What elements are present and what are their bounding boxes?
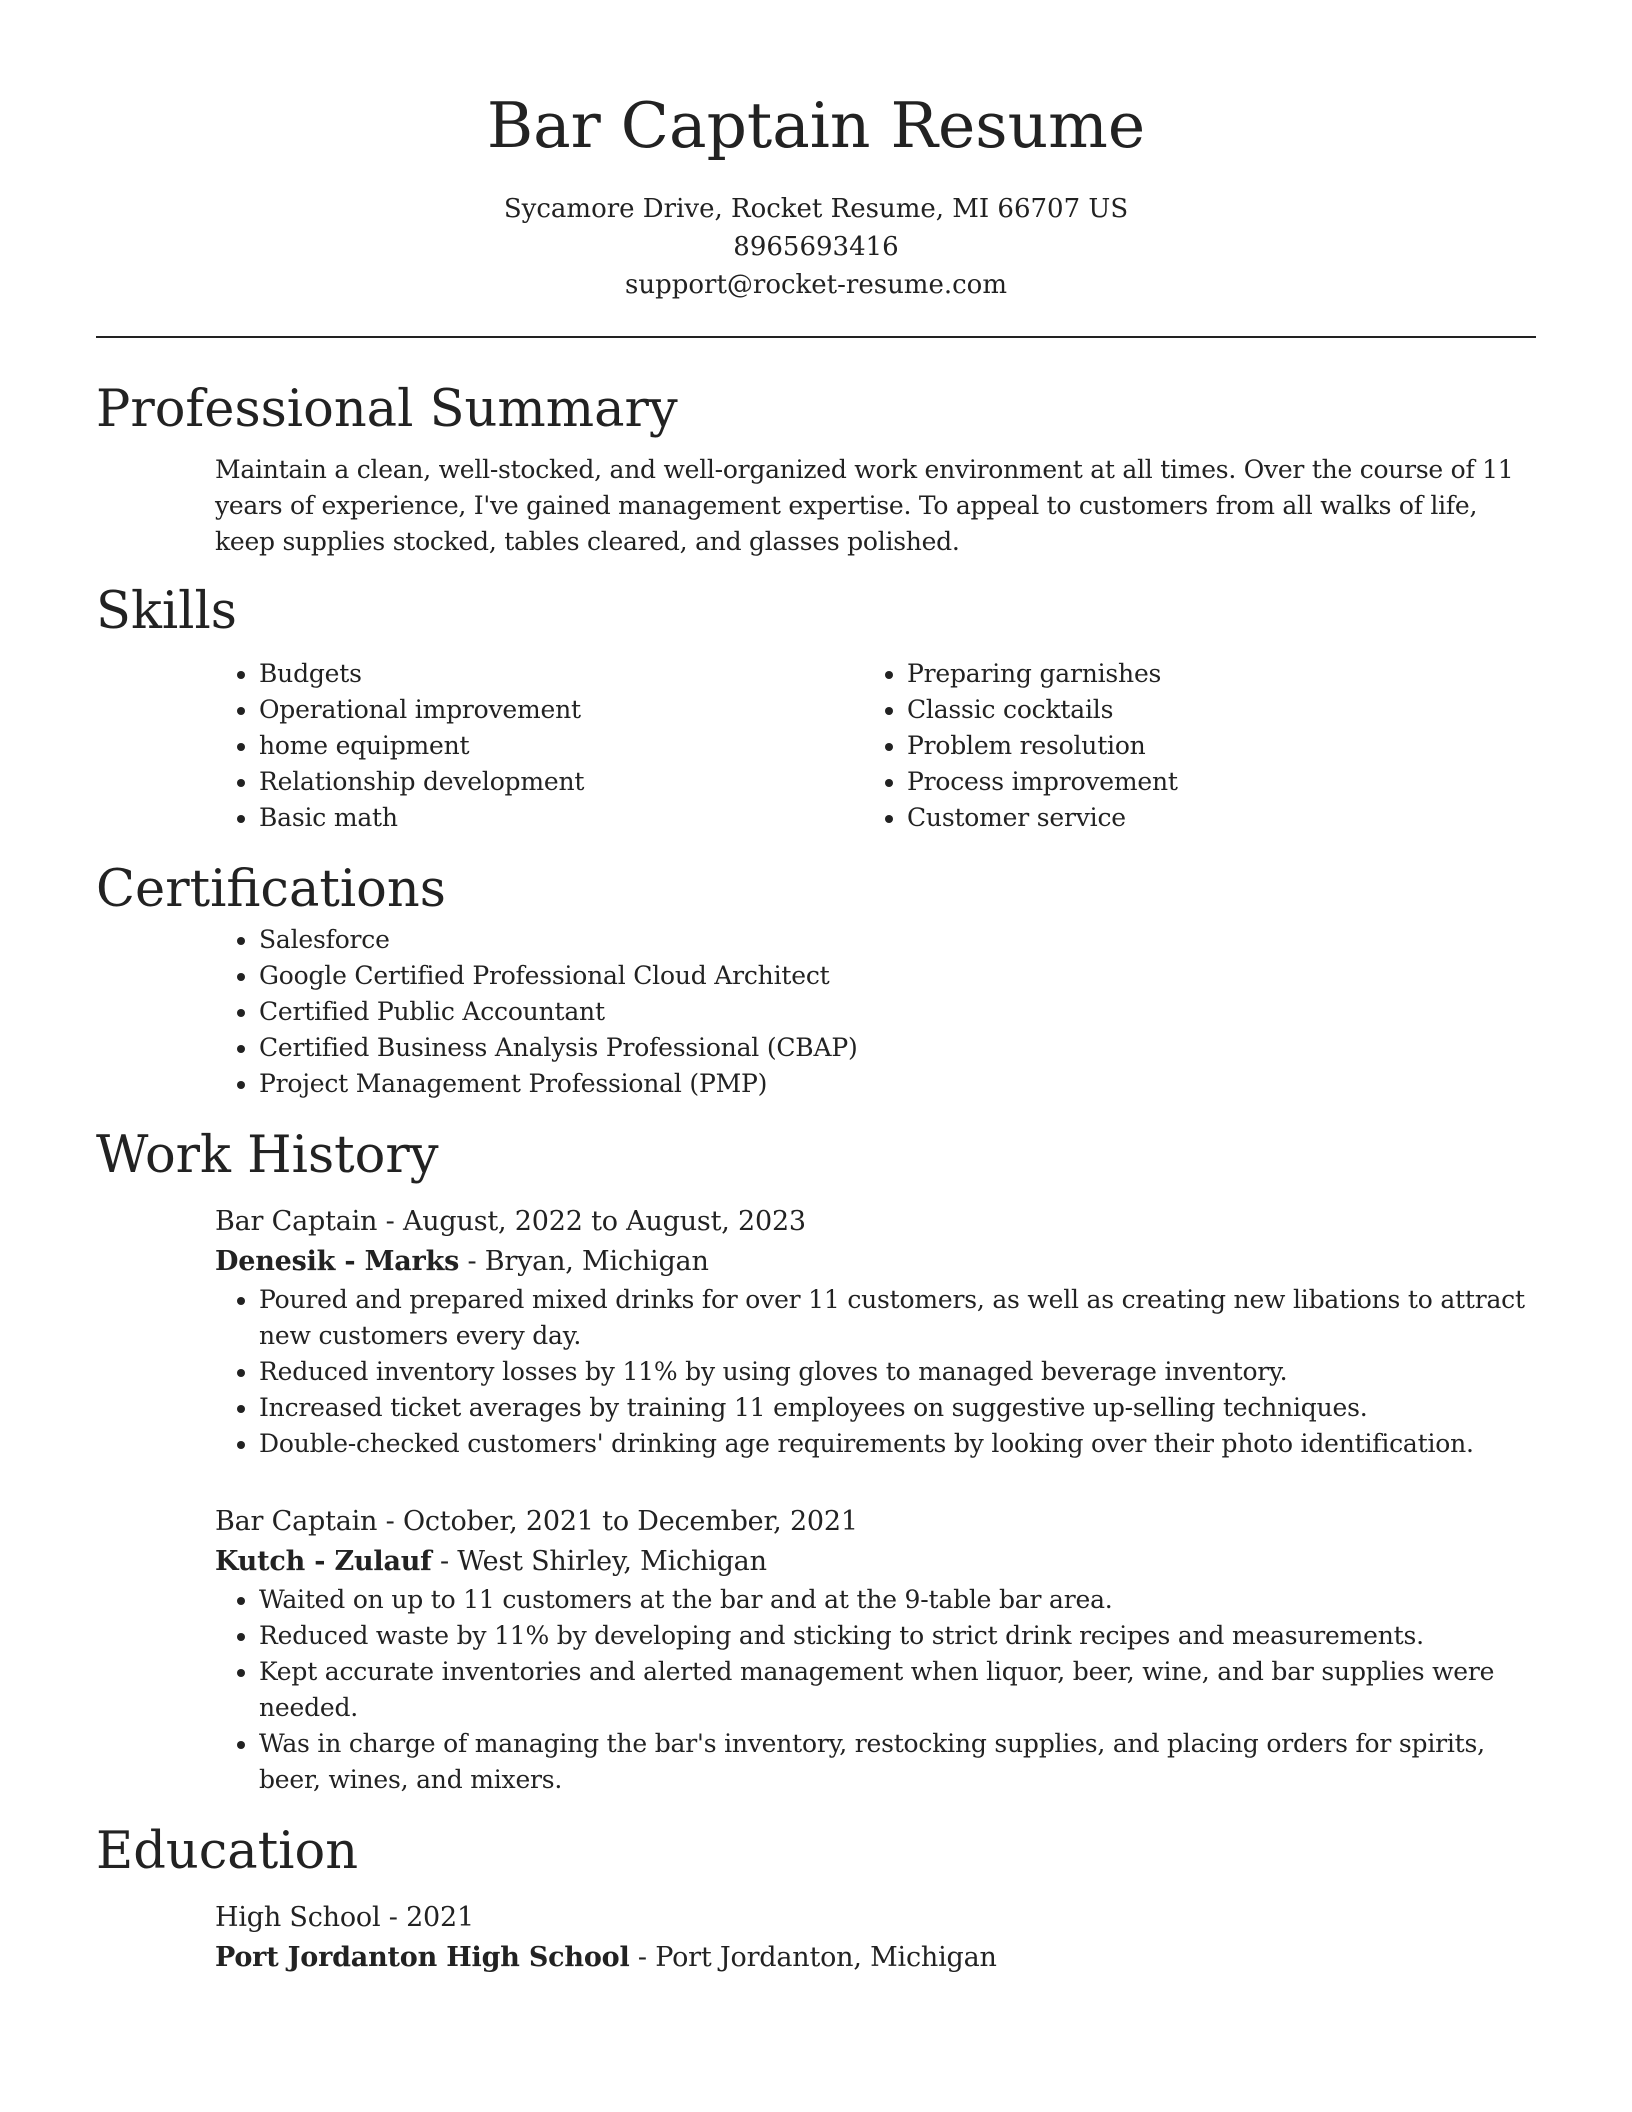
summary-section [96, 378, 1536, 560]
certifications-heading: Certifications [96, 860, 446, 919]
job-duty-item: • Double-checked customers' drinking age requirements by looking over their photo identification. [259, 1426, 1536, 1462]
skill-item: • Budgets [259, 656, 863, 692]
work-history-heading: Work History [96, 1126, 439, 1185]
certifications-list [215, 922, 1536, 1102]
job-entry [215, 1502, 1536, 1798]
skill-item: • Customer service [907, 800, 1511, 836]
education-heading: Education [96, 1822, 359, 1881]
education-school-line [215, 1938, 1536, 1978]
job-duty-item: • Poured and prepared mixed drinks for over 11 customers, as well as creating new libations to attract new customers every day. [259, 1282, 1536, 1354]
job-title-line [215, 1502, 1536, 1542]
job-duty-item: • Reduced waste by 11% by developing and sticking to strict drink recipes and measurements. [259, 1618, 1536, 1654]
job-duty-item: • Reduced inventory losses by 11% by using gloves to managed beverage inventory. [259, 1354, 1536, 1390]
skills-left-list [215, 656, 863, 836]
skill-item: • Process improvement [907, 764, 1511, 800]
address: Sycamore Drive, Rocket Resume, MI 66707 US [503, 194, 1129, 224]
phone: 8965693416 [733, 232, 899, 262]
education-school: Port Jordanton High School [215, 1942, 630, 1973]
education-entry [215, 1898, 1536, 1978]
skill-item: • Problem resolution [907, 728, 1511, 764]
job-dates: - August, 2022 to August, 2023 [377, 1206, 806, 1237]
education-degree: High School [215, 1902, 381, 1933]
job-dates: - October, 2021 to December, 2021 [377, 1506, 858, 1537]
job-duty-item: • Waited on up to 11 customers at the bar and at the 9-table bar area. [259, 1582, 1536, 1618]
job-location: - Bryan, Michigan [459, 1246, 709, 1277]
summary-text: Maintain a clean, well-stocked, and well-organized work environment at all times. Over the course of 11 years of experience, I've gained management expertise. To appeal to customers from all walks of life, keep supplies stocked, tables cleared, and glasses polished. [215, 455, 1514, 556]
resume-header [96, 0, 1536, 304]
job-duties-list [215, 1282, 1536, 1462]
certification-item: • Salesforce [259, 922, 1536, 958]
skill-item: • Operational improvement [259, 692, 863, 728]
job-company-line [215, 1542, 1536, 1582]
skills-heading: Skills [96, 582, 237, 641]
job-duty-item: • Increased ticket averages by training 11 employees on suggestive up-selling techniques. [259, 1390, 1536, 1426]
job-company: Denesik - Marks [215, 1246, 460, 1277]
skills-right-list [863, 656, 1511, 836]
summary-heading: Professional Summary [96, 380, 678, 439]
skills-grid [215, 656, 1536, 836]
job-location: - West Shirley, Michigan [431, 1546, 767, 1577]
certification-item: • Certified Business Analysis Professional (CBAP) [259, 1030, 1536, 1066]
skill-item: • Basic math [259, 800, 863, 836]
work-history-section [96, 1124, 1536, 1798]
job-role: Bar Captain [215, 1506, 378, 1537]
job-role: Bar Captain [215, 1206, 378, 1237]
education-year: - 2021 [380, 1902, 474, 1933]
education-degree-line [215, 1898, 1536, 1938]
certification-item: • Project Management Professional (PMP) [259, 1066, 1536, 1102]
job-duties-list [215, 1582, 1536, 1798]
certification-item: • Google Certified Professional Cloud Architect [259, 958, 1536, 994]
skill-item: • Classic cocktails [907, 692, 1511, 728]
job-duty-item: • Kept accurate inventories and alerted management when liquor, beer, wine, and bar supplies were needed. [259, 1654, 1536, 1726]
skill-item: • Relationship development [259, 764, 863, 800]
skill-item: • home equipment [259, 728, 863, 764]
job-title-line [215, 1202, 1536, 1242]
education-section [96, 1820, 1536, 1978]
contact-info [96, 190, 1536, 304]
certifications-section [96, 858, 1536, 1102]
email: support@rocket-resume.com [624, 270, 1007, 300]
resume-title: Bar Captain Resume [486, 89, 1146, 162]
skill-item: • Preparing garnishes [907, 656, 1511, 692]
header-divider [96, 336, 1536, 338]
job-company: Kutch - Zulauf [215, 1546, 432, 1577]
skills-section [96, 580, 1536, 836]
job-duty-item: • Was in charge of managing the bar's inventory, restocking supplies, and placing orders for spirits, beer, wines, and mixers. [259, 1726, 1536, 1798]
job-company-line [215, 1242, 1536, 1282]
certification-item: • Certified Public Accountant [259, 994, 1536, 1030]
job-entry [215, 1202, 1536, 1462]
education-location: - Port Jordanton, Michigan [629, 1942, 997, 1973]
